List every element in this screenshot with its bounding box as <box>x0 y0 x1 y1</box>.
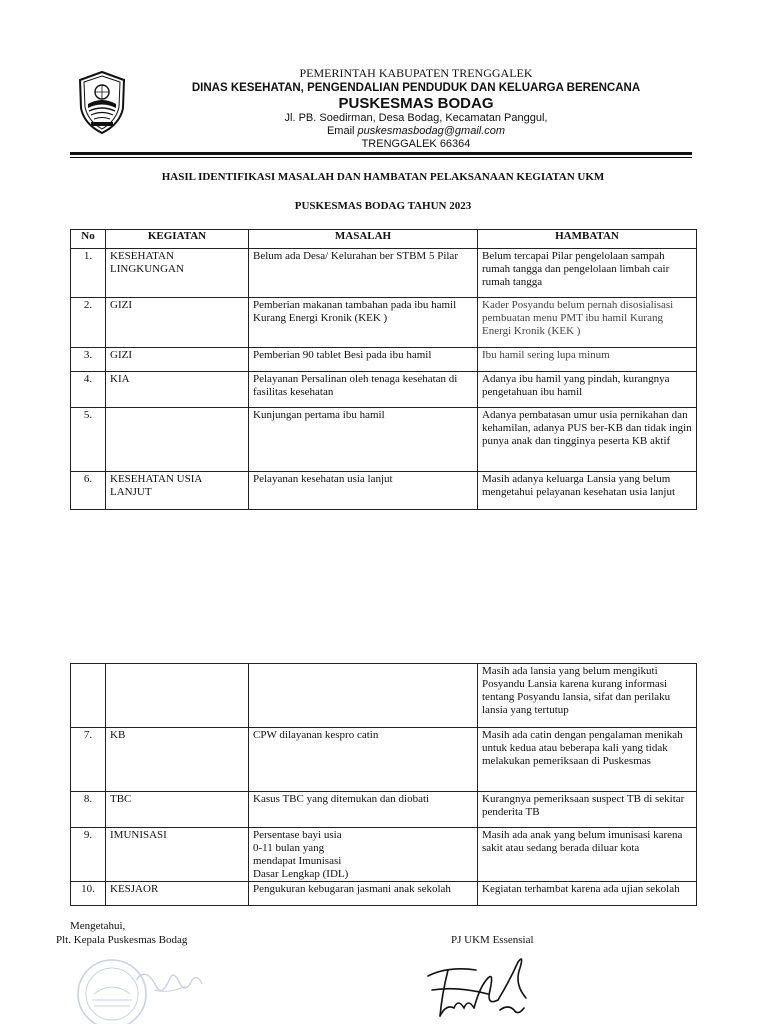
header-hambatan: HAMBATAN <box>478 230 697 249</box>
row-masalah: Pelayanan kesehatan usia lanjut <box>249 472 478 510</box>
row-no: 1. <box>71 249 106 298</box>
table-row <box>71 249 697 298</box>
row-no: 4. <box>71 372 106 408</box>
row-no: 7. <box>71 728 106 792</box>
row-hambatan: Kurangnya pemeriksaan suspect TB di sekitar penderita TB <box>478 792 697 828</box>
row-no <box>71 664 106 728</box>
row-kegiatan: TBC <box>106 792 249 828</box>
table-row <box>71 372 697 408</box>
row-hambatan: Masih ada catin dengan pengalaman menikah untuk kedua atau beberapa kali yang tidak melakukan pemeriksaan di Puskesmas <box>478 728 697 792</box>
row-kegiatan: KESEHATAN USIA LANJUT <box>106 472 249 510</box>
row-no: 8. <box>71 792 106 828</box>
row-hambatan: Masih ada lansia yang belum mengikuti Posyandu Lansia karena kurang informasi tentang Posyandu lansia, sifat dan perilaku lansia yang tertutup <box>478 664 697 728</box>
row-kegiatan <box>106 664 249 728</box>
table-row <box>71 728 697 792</box>
table-row <box>71 828 697 882</box>
city-line: TRENGGALEK 66364 <box>361 138 471 150</box>
table-row <box>71 664 697 728</box>
row-hambatan: Masih adanya keluarga Lansia yang belum mengetahui pelayanan kesehatan usia lanjut <box>478 472 697 510</box>
row-kegiatan: IMUNISASI <box>106 828 249 882</box>
row-masalah: Kasus TBC yang ditemukan dan diobati <box>249 792 478 828</box>
email-label: Email <box>326 125 355 137</box>
header-no: No <box>71 230 106 249</box>
document-subtitle: PUSKESMAS BODAG TAHUN 2023 <box>294 200 472 212</box>
row-no: 2. <box>71 298 106 348</box>
table-row <box>71 348 697 372</box>
row-no: 5. <box>71 408 106 472</box>
table-row <box>71 408 697 472</box>
row-masalah: Pengukuran kebugaran jasmani anak sekolah <box>249 882 478 906</box>
email-line <box>140 125 692 138</box>
row-kegiatan: GIZI <box>106 348 249 372</box>
row-kegiatan: KESJAOR <box>106 882 249 906</box>
row-no: 6. <box>71 472 106 510</box>
masalah-line: Persentase bayi usia <box>253 829 342 841</box>
row-kegiatan: KB <box>106 728 249 792</box>
row-no: 10. <box>71 882 106 906</box>
table-row <box>71 472 697 510</box>
handwritten-signature-icon <box>418 950 536 1024</box>
row-hambatan: Belum tercapai Pilar pengelolaan sampah rumah tangga dan pengelolaan limbah cair rumah tangga <box>478 249 697 298</box>
row-kegiatan: KESEHATAN LINGKUNGAN <box>106 249 249 298</box>
row-masalah: Pemberian 90 tablet Besi pada ibu hamil <box>249 348 478 372</box>
row-masalah <box>249 664 478 728</box>
head-title: Plt. Kepala Puskesmas Bodag <box>56 934 188 946</box>
table-row <box>71 298 697 348</box>
row-hambatan: Masih ada anak yang belum imunisasi karena sakit atau sedang berada diluar kota <box>478 828 697 882</box>
government-line: PEMERINTAH KABUPATEN TRENGGALEK <box>299 66 533 80</box>
masalah-line: mendapat Imunisasi <box>253 855 342 867</box>
row-masalah: Kunjungan pertama ibu hamil <box>249 408 478 472</box>
row-hambatan: Kegiatan terhambat karena ada ujian sekolah <box>478 882 697 906</box>
row-hambatan: Ibu hamil sering lupa minum <box>478 348 697 372</box>
official-stamp-icon <box>74 950 224 1024</box>
row-masalah: CPW dilayanan kespro catin <box>249 728 478 792</box>
row-masalah: Pelayanan Persalinan oleh tenaga kesehatan di fasilitas kesehatan <box>249 372 478 408</box>
issues-table <box>70 229 697 510</box>
document-title: HASIL IDENTIFIKASI MASALAH DAN HAMBATAN PELAKSANAAN KEGIATAN UKM <box>161 171 605 183</box>
row-kegiatan <box>106 408 249 472</box>
row-no: 9. <box>71 828 106 882</box>
row-hambatan: Adanya pembatasan umur usia pernikahan dan kehamilan, adanya PUS ber-KB dan tidak ingin punya anak dan tingginya peserta KB aktif <box>478 408 697 472</box>
address-line: Jl. PB. Soedirman, Desa Bodag, Kecamatan Panggul, <box>284 112 548 124</box>
letterhead-divider-thin <box>70 157 692 158</box>
row-masalah: Belum ada Desa/ Kelurahan ber STBM 5 Pilar <box>249 249 478 298</box>
masalah-line: 0-11 bulan yang <box>253 842 325 854</box>
row-hambatan: Adanya ibu hamil yang pindah, kurangnya pengetahuan ibu hamil <box>478 372 697 408</box>
row-no: 3. <box>71 348 106 372</box>
acknowledged-label: Mengetahui, <box>70 920 126 932</box>
email-address: puskesmasbodag@gmail.com <box>357 125 506 137</box>
row-masalah <box>249 828 478 882</box>
pj-title: PJ UKM Essensial <box>451 934 534 946</box>
row-hambatan: Kader Posyandu belum pernah disosialisasi pembuatan menu PMT ibu hamil Kurang Energi Kronik (KEK ) <box>478 298 697 348</box>
row-kegiatan: KIA <box>106 372 249 408</box>
table-header-row <box>71 230 697 249</box>
agency-line: DINAS KESEHATAN, PENGENDALIAN PENDUDUK DAN KELUARGA BERENCANA <box>191 82 641 94</box>
header-kegiatan: KEGIATAN <box>106 230 249 249</box>
row-masalah: Pemberian makanan tambahan pada ibu hamil Kurang Energi Kronik (KEK ) <box>249 298 478 348</box>
letterhead <box>70 66 692 154</box>
masalah-line: Dasar Lengkap (IDL) <box>253 868 349 880</box>
facility-name: PUSKESMAS BODAG <box>338 95 494 112</box>
letterhead-divider <box>70 152 692 155</box>
table-row <box>71 882 697 906</box>
header-masalah: MASALAH <box>249 230 478 249</box>
row-kegiatan: GIZI <box>106 298 249 348</box>
issues-table-continued <box>70 663 697 906</box>
table-row <box>71 792 697 828</box>
